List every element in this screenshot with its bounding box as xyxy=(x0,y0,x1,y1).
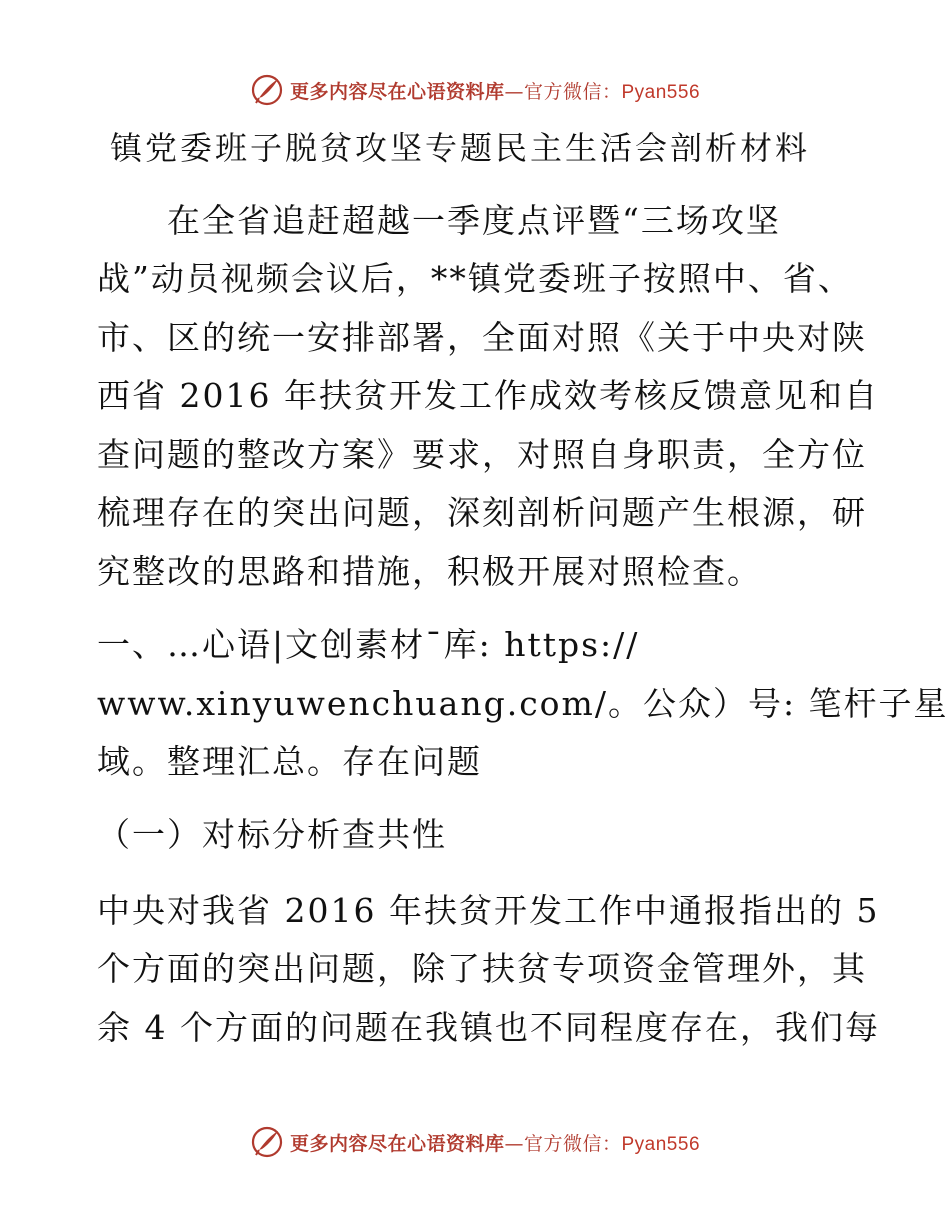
body-line: 余 4 个方面的问题在我镇也不同程度存在，我们每 xyxy=(97,1008,880,1047)
footer-banner xyxy=(0,1120,950,1164)
banner-text: 更多内容尽在心语资料库—官方微信：Pyan556 xyxy=(289,80,701,103)
body-line: www.xinyuwenchuang.com/。公众）号: 笔杆子星 xyxy=(97,684,949,723)
body-line: 中央对我省 2016 年扶贫开发工作中通报指出的 5 xyxy=(97,891,880,930)
document-title: 镇党委班子脱贫攻坚专题民主生活会剖析材料 xyxy=(110,129,811,167)
body-line: 在全省追赶超越一季度点评暨“三场攻坚 xyxy=(97,201,781,240)
body-line: 查问题的整改方案》要求，对照自身职责，全方位 xyxy=(97,435,867,474)
banner-text: 更多内容尽在心语资料库—官方微信：Pyan556 xyxy=(289,1132,701,1155)
body-line: 西省 2016 年扶贫开发工作成效考核反馈意见和自 xyxy=(97,376,879,415)
subsection-heading: （一）对标分析查共性 xyxy=(97,815,447,854)
body-line: 梳理存在的突出问题，深刻剖析问题产生根源，研 xyxy=(97,493,867,532)
body-line: 市、区的统一安排部署，全面对照《关于中央对陕 xyxy=(97,318,867,357)
feather-pen-logo-icon xyxy=(250,1125,284,1159)
body-line: 战”动员视频会议后，**镇党委班子按照中、省、 xyxy=(97,259,853,298)
feather-pen-logo-icon xyxy=(250,73,284,107)
body-line: 域。整理汇总。存在问题 xyxy=(97,742,482,781)
header-banner xyxy=(0,68,950,112)
body-line: 究整改的思路和措施，积极开展对照检查。 xyxy=(97,552,762,591)
body-line: 个方面的突出问题，除了扶贫专项资金管理外，其 xyxy=(97,949,867,988)
section-heading: 一、…心语|文创素材¯库: https:// xyxy=(97,625,640,664)
